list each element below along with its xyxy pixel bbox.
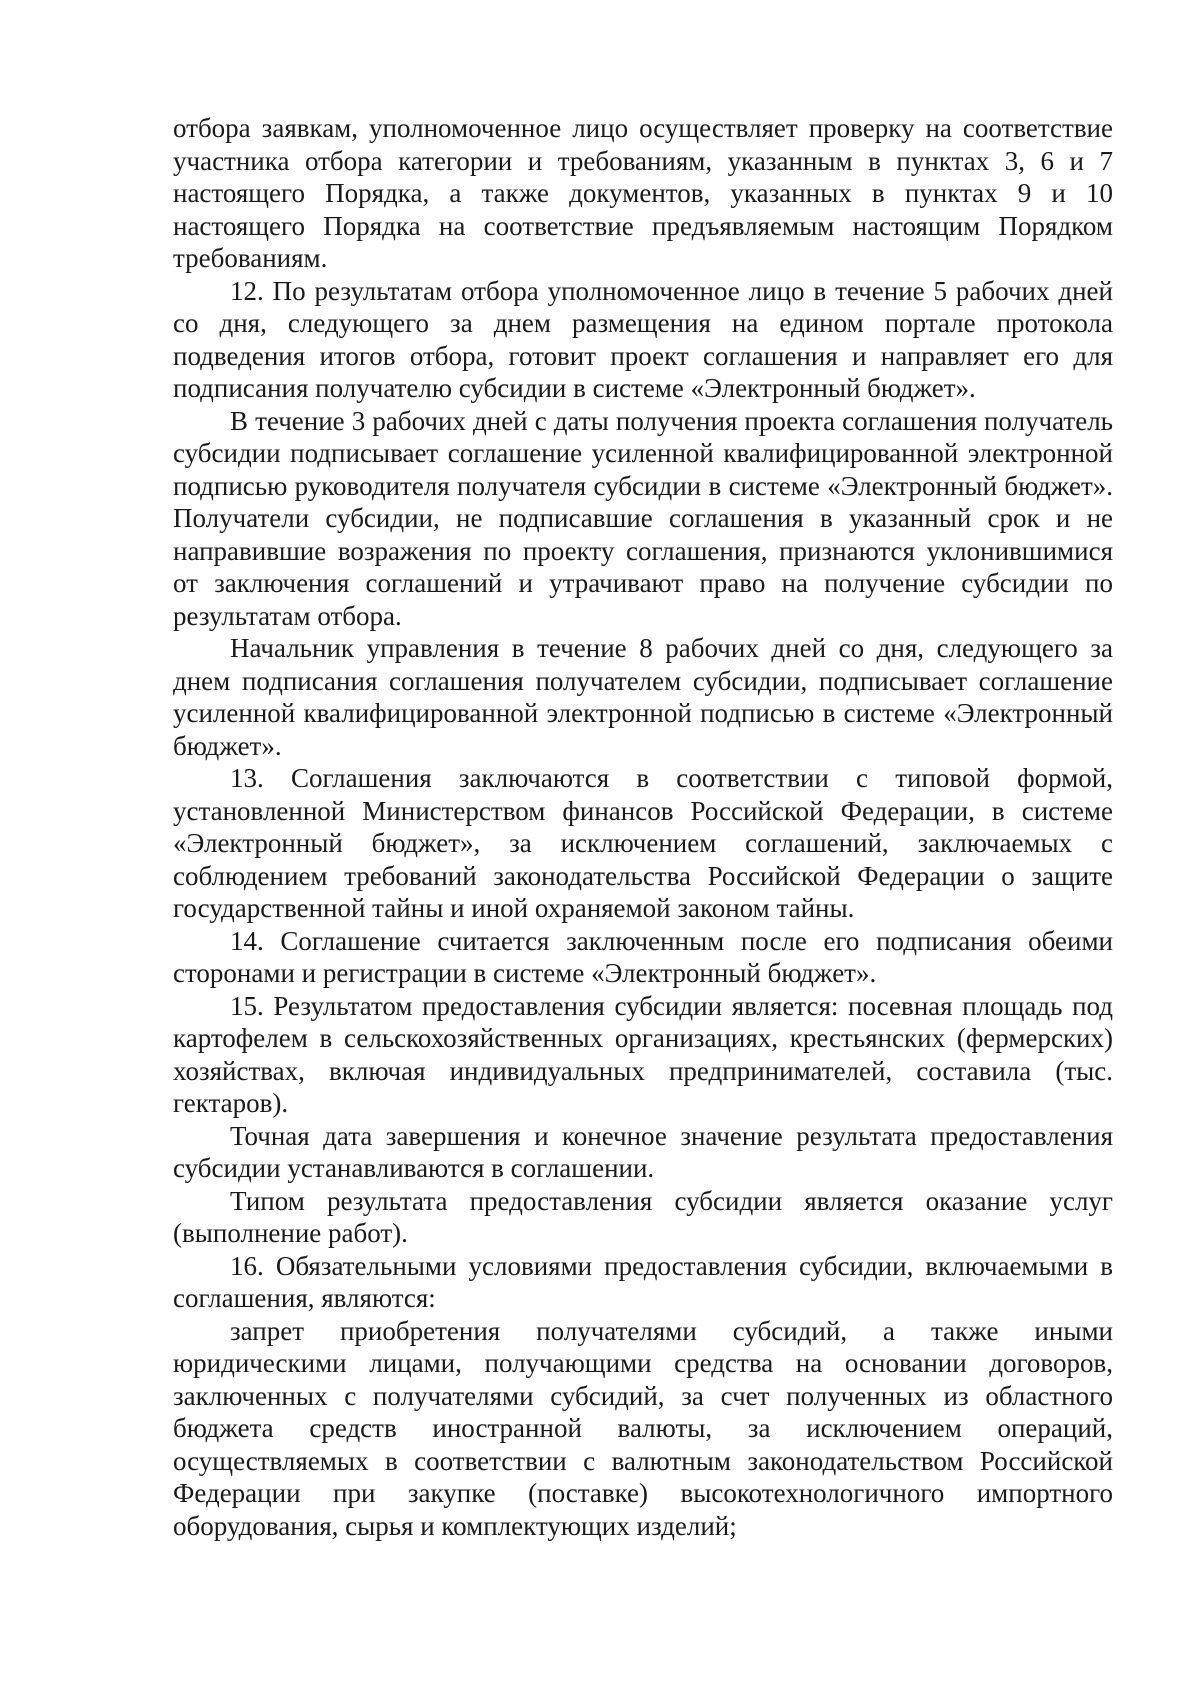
paragraph-continuation: отбора заявкам, уполномоченное лицо осуществляет проверку на соответствие участника отбора категории и требованиям, указанным в пунктах 3, 6 и 7 настоящего Порядка, а также документов, указанных в пунктах 9 и 10 настоящего Порядка на соответствие предъявляемым настоящим Порядком требованиям. bbox=[173, 113, 1113, 273]
paragraph-currency-ban: запрет приобретения получателями субсидий, а также иными юридическими лицами, получающими средства на основании договоров, заключенных с получателями субсидий, за счет полученных из областного бюджета средств иностранной валюты, за исключением операций, осуществляемых в соответствии с валютным законодательством Российской Федерации при закупке (поставке) высокотехнологичного импортного оборудования, сырья и комплектующих изделий; bbox=[173, 1315, 1113, 1541]
document-page bbox=[173, 112, 1113, 1542]
paragraph-signing-head: Начальник управления в течение 8 рабочих дней со дня, следующего за днем подписания соглашения получателем субсидии, подписывает соглашение усиленной квалифицированной электронной подписью в системе «Электронный бюджет». bbox=[173, 633, 1113, 761]
paragraph-item-14: 14. Соглашение считается заключенным после его подписания обеими сторонами и регистрации в системе «Электронный бюджет». bbox=[173, 925, 1113, 988]
paragraph-result-date: Точная дата завершения и конечное значение результата предоставления субсидии устанавливаются в соглашении. bbox=[173, 1120, 1113, 1183]
paragraph-item-15: 15. Результатом предоставления субсидии является: посевная площадь под картофелем в сельскохозяйственных организациях, крестьянских (фермерских) хозяйствах, включая индивидуальных предпринимателей, составила (тыс. гектаров). bbox=[173, 990, 1113, 1118]
paragraph-result-type: Типом результата предоставления субсидии является оказание услуг (выполнение работ). bbox=[173, 1185, 1113, 1248]
paragraph-item-13: 13. Соглашения заключаются в соответствии с типовой формой, установленной Министерством финансов Российской Федерации, в системе «Электронный бюджет», за исключением соглашений, заключаемых с соблюдением требований законодательства Российской Федерации о защите государственной тайны и иной охраняемой законом тайны. bbox=[173, 763, 1113, 923]
paragraph-item-16: 16. Обязательными условиями предоставления субсидии, включаемыми в соглашения, являются: bbox=[173, 1250, 1113, 1313]
paragraph-signing-recipient: В течение 3 рабочих дней с даты получения проекта соглашения получатель субсидии подписывает соглашение усиленной квалифицированной электронной подписью руководителя получателя субсидии в системе «Электронный бюджет». Получатели субсидии, не подписавшие соглашения в указанный срок и не направившие возражения по проекту соглашения, признаются уклонившимися от заключения соглашений и утрачивают право на получение субсидии по результатам отбора. bbox=[173, 405, 1113, 631]
paragraph-item-12: 12. По результатам отбора уполномоченное лицо в течение 5 рабочих дней со дня, следующего за днем размещения на едином портале протокола подведения итогов отбора, готовит проект соглашения и направляет его для подписания получателю субсидии в системе «Электронный бюджет». bbox=[173, 275, 1113, 403]
